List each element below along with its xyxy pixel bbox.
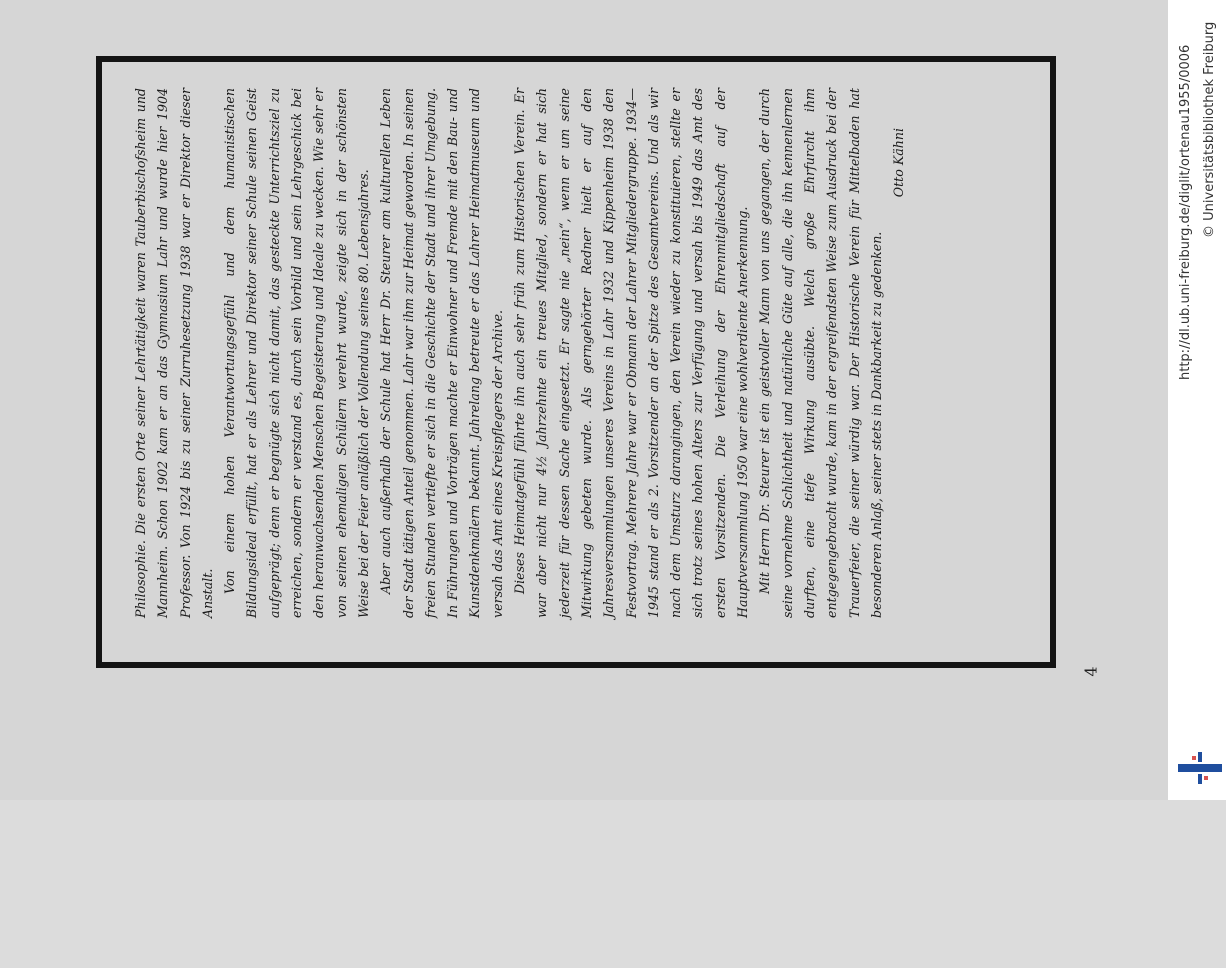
library-sidebar xyxy=(1168,0,1226,800)
rotated-text-block xyxy=(130,88,907,968)
page-number: 4 xyxy=(1081,666,1101,677)
paragraph-2: Von einem hohen Verantwortungsgefühl und dem humanistischen Bildungsideal erfüllt, hat er als Lehrer und Direktor seiner Schule seinen Geist aufgeprägt; denn er begnügte sich nicht damit, das gesteckte Unterrichtsziel zu erreichen, sondern er verstand es, durch sein Vorbild und sein Lehrgeschick bei den heranwachsenden Menschen Begeisterung und Ideale zu wecken. Wie sehr er von seinen ehemaligen Schülern verehrt wurde, zeigte sich in der schönsten Weise bei der Feier anläßlich der Vollendung seines 80. Lebensjahres. xyxy=(222,88,371,618)
library-logo-icon xyxy=(1178,748,1222,788)
paragraph-4: Dieses Heimatgefühl führte ihn auch sehr früh zum Historischen Verein. Er war aber nicht nur 4½ Jahrzehnte ein treues Mitglied, sondern er hat sich jederzeit für dessen Sache eingesetzt. Er sagte nie „nein“, wenn er um seine Mitwirkung gebeten wurde. Als gerngehörter Redner hielt er auf den Jahresversammlungen unseres Vereins in Lahr 1932 und Kippenheim 1938 den Festvortrag. Mehrere Jahre war er Obmann der Lahrer Mitgliedergruppe. 1934—1945 stand er als 2. Vorsitzender an der Spitze des Gesamtvereins. Und als wir nach dem Umsturz darangingen, den Verein wieder zu konstituieren, stellte er sich trotz seines hohen Alters zur Verfügung und versah bis 1949 das Amt des ersten Vorsitzenden. Die Verleihung der Ehrenmitgliedschaft auf der Hauptversammlung 1950 war eine wohlverdiente Anerkennung. xyxy=(512,88,751,618)
author-signature: Otto Kähni xyxy=(891,128,907,198)
paragraph-1: Philosophie. Die ersten Orte seiner Lehrtätigkeit waren Tauberbischofsheim und Mannheim. Schon 1902 kam er an das Gymnasium Lahr und wurde hier 1904 Professor. Von 1924 bis zu seiner Zurruhesetzung 1938 war er Direktor dieser Anstalt. xyxy=(133,88,215,618)
paragraph-3: Aber auch außerhalb der Schule hat Herr Dr. Steurer am kulturellen Leben der Stadt tätigen Anteil genommen. Lahr war ihm zur Heimat geworden. In seinen freien Stunden vertiefte er sich in die Geschichte der Stadt und ihrer Umgebung. In Führungen und Vorträgen machte er Einwohner und Fremde mit den Bau- und Kunstdenkmälern bekannt. Jahrelang betreute er das Lahrer Heimatmuseum und versah das Amt eines Kreispflegers der Archive. xyxy=(378,88,505,618)
paragraph-5: Mit Herrn Dr. Steurer ist ein geistvoller Mann von uns gegangen, der durch seine vornehme Schlichtheit und natürliche Güte auf alle, die ihn kennenlernen durften, eine tiefe Wirkung ausübte. Welch große Ehrfurcht ihm entgegengebracht wurde, kam in der ergreifendsten Weise zum Ausdruck bei der Trauerfeier, die seiner würdig war. Der Historische Verein für Mittelbaden hat besonderen Anlaß, seiner stets in Dankbarkeit zu gedenken. xyxy=(757,88,884,618)
article-text xyxy=(130,88,1010,618)
permalink-url[interactable]: http://dl.ub.uni-freiburg.de/diglit/ortenau1955/0006 xyxy=(1178,44,1193,380)
copyright-notice: © Universitätsbibliothek Freiburg xyxy=(1202,21,1217,238)
